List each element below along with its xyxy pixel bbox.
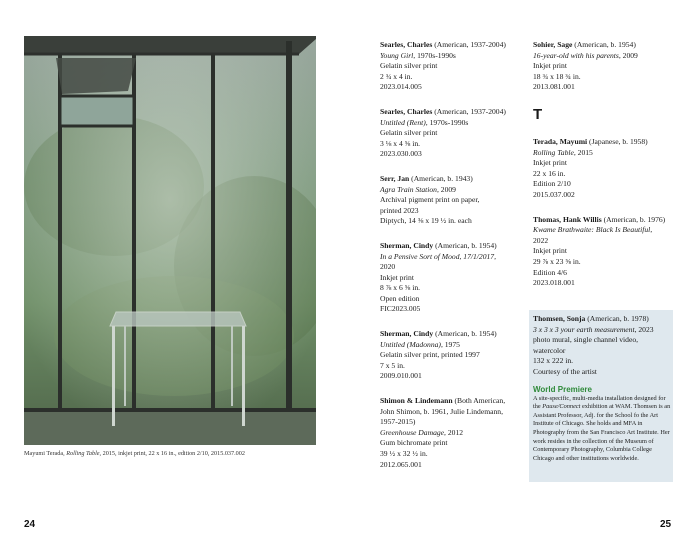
photo-caption [24, 450, 324, 457]
entry-title: 16-year-old with his parents [533, 50, 619, 60]
entry-line: 3 ⅛ x 4 ⅝ in. [380, 138, 421, 148]
entry-title: Rolling Table [533, 147, 574, 157]
section-letter: T [533, 105, 543, 123]
entry-artist-name: Searles, Charles [380, 106, 433, 116]
catalog-entry [380, 107, 528, 160]
entry-line: 2023.030.003 [380, 149, 422, 159]
entry-artist-detail: (Japanese, b. 1958) [587, 136, 648, 146]
entry-line: 2013.081.001 [533, 82, 575, 92]
caption-title: Rolling Table [66, 450, 100, 457]
entry-line: 2023.018.001 [533, 278, 575, 288]
catalog-entry [533, 137, 678, 201]
entry-artist-name: Thomas, Hank Willis [533, 214, 602, 224]
entry-line: FIC2023.005 [380, 304, 421, 314]
entry-title: Agra Train Station [380, 184, 437, 194]
entry-line: 39 ½ x 32 ½ in. [380, 449, 428, 458]
entry-artist-name: Sherman, Cindy [380, 329, 434, 339]
entry-line: 18 ¾ x 18 ¾ in. [533, 71, 581, 81]
world-premiere-heading: World Premiere [533, 384, 592, 394]
entry-line: John Shimon, b. 1961, Julie Lindemann, [380, 406, 503, 416]
entry-year: , [650, 225, 653, 235]
entry-line: Inkjet print [533, 158, 567, 168]
entry-year: , 2009 [436, 184, 456, 194]
entry-artist-name: Terada, Mayumi [533, 136, 588, 146]
entry-year: , 1970s-1990s [425, 117, 469, 127]
entry-year: , 2015 [573, 147, 593, 157]
entry-line: Open edition [380, 293, 420, 303]
entry-artist-detail: (American, b. 1978) [585, 314, 649, 323]
premiere-exhibition-name: Pause/Connect [542, 403, 581, 411]
entry-artist-detail: (American, b. 1954) [433, 240, 497, 250]
entry-line: 2023.014.005 [380, 82, 422, 92]
entry-line: Gelatin silver print [380, 61, 438, 71]
entry-line: Inkjet print [533, 61, 567, 71]
entry-year: , 1975 [440, 339, 460, 349]
catalog-column-2 [533, 40, 678, 303]
premiere-text-b: exhibition at WAM. Thomsen is an Assistant Professor, Adj. for the School fo the Art Institute of Chicago. She holds and MFA in Photography from the San Francisco Art Institute. Her work resides in the collection of the Museum of Contemporary Photography, Columbia College Chicago and other institutions worldwide. [533, 403, 671, 462]
entry-line: Inkjet print [380, 272, 414, 282]
entry-line: Courtesy of the artist [533, 366, 597, 376]
artwork-photo-rolling-table [24, 36, 316, 445]
entry-artist-detail: (American, b. 1976) [601, 214, 666, 224]
entry-line: Gelatin silver print, printed 1997 [380, 350, 480, 360]
entry-artist-detail: (American, 1937-2004) [432, 40, 506, 49]
entry-year: , 2012 [444, 427, 464, 437]
entry-year: , 2023 [634, 324, 654, 334]
entry-line: 2015.037.002 [533, 189, 575, 199]
entry-title: Kwame Brathwaite: Black Is Beautiful [533, 225, 651, 235]
entry-artist-name: Searles, Charles [380, 40, 433, 49]
entry-line: Edition 2/10 [533, 179, 571, 189]
entry-line: 8 ⅞ x 6 ⅝ in. [380, 283, 421, 293]
photo-illustration [24, 36, 316, 445]
entry-year: , 1970s-1990s [413, 50, 456, 60]
page-number-right: 25 [660, 519, 672, 530]
entry-line: 132 x 222 in. [533, 356, 574, 366]
entry-title: 3 x 3 x 3 your earth measurement [533, 324, 635, 334]
entry-title: Greenhouse Damage [380, 427, 445, 437]
entry-line: Edition 4/6 [533, 267, 567, 277]
entry-line: Inkjet print [533, 246, 567, 256]
entry-line: 2 ¾ x 4 in. [380, 71, 413, 81]
entry-artist-detail: (American, b. 1954) [433, 329, 497, 339]
entry-line: Archival pigment print on paper, [380, 195, 480, 205]
catalog-entry [380, 396, 528, 470]
catalog-entry [533, 215, 678, 289]
catalog-entry [380, 241, 528, 315]
featured-entry [533, 314, 673, 463]
entry-line: 29 ⅞ x 23 ⅝ in. [533, 256, 581, 266]
entry-line: 22 x 16 in. [533, 168, 566, 178]
entry-artist-name: Sohier, Sage [533, 40, 573, 49]
catalog-entry [380, 174, 528, 227]
premiere-text-a: A site-specific, multi-media installation designed for the [533, 394, 666, 411]
entry-line: Diptych, 14 ⅜ x 19 ½ in. each [380, 216, 472, 226]
catalog-entry [380, 329, 528, 382]
entry-line: Gelatin silver print [380, 128, 438, 138]
entry-artist-detail: (American, b. 1954) [572, 40, 636, 49]
catalog-entry [380, 40, 528, 93]
entry-line: printed 2023 [380, 205, 419, 215]
entry-artist-name: Thomsen, Sonja [533, 314, 586, 323]
entry-line: 2012.065.001 [380, 459, 422, 469]
entry-line: watercolor [533, 345, 566, 355]
entry-line: photo mural, single channel video, [533, 335, 639, 345]
entry-artist-detail: (American, b. 1943) [409, 173, 473, 183]
entry-line: 2009.010.001 [380, 371, 422, 381]
entry-artist-name: Serr, Jan [380, 173, 410, 183]
page-number-left: 24 [24, 519, 36, 530]
entry-title: Young Girl [380, 50, 414, 60]
entry-line: 7 x 5 in. [380, 360, 405, 370]
entry-title: In a Pensive Sort of Mood, 17/1/2017, [380, 251, 497, 261]
caption-artist: Mayumi Terada, [24, 450, 67, 457]
entry-artist-detail: (American, 1937-2004) [432, 106, 506, 116]
entry-artist-name: Shimon & Lindemann [380, 396, 453, 406]
entry-line: 2022 [533, 235, 549, 245]
entry-line: Gum bichromate print [380, 438, 448, 448]
entry-year: , 2009 [618, 50, 638, 60]
entry-title: Untitled (Rent) [380, 117, 426, 127]
entry-artist-detail: (Both American, [452, 396, 506, 406]
entry-line: 2020 [380, 262, 396, 272]
entry-title: Untitled (Madonna) [380, 339, 441, 349]
catalog-column-1 [380, 40, 528, 484]
world-premiere-description [533, 395, 673, 464]
catalog-entry [533, 40, 678, 93]
entry-artist-name: Sherman, Cindy [380, 240, 434, 250]
entry-line: 1957-2015) [380, 417, 416, 427]
caption-details: , 2015, inkjet print, 22 x 16 in., edition 2/10, 2015.037.002 [99, 450, 245, 457]
